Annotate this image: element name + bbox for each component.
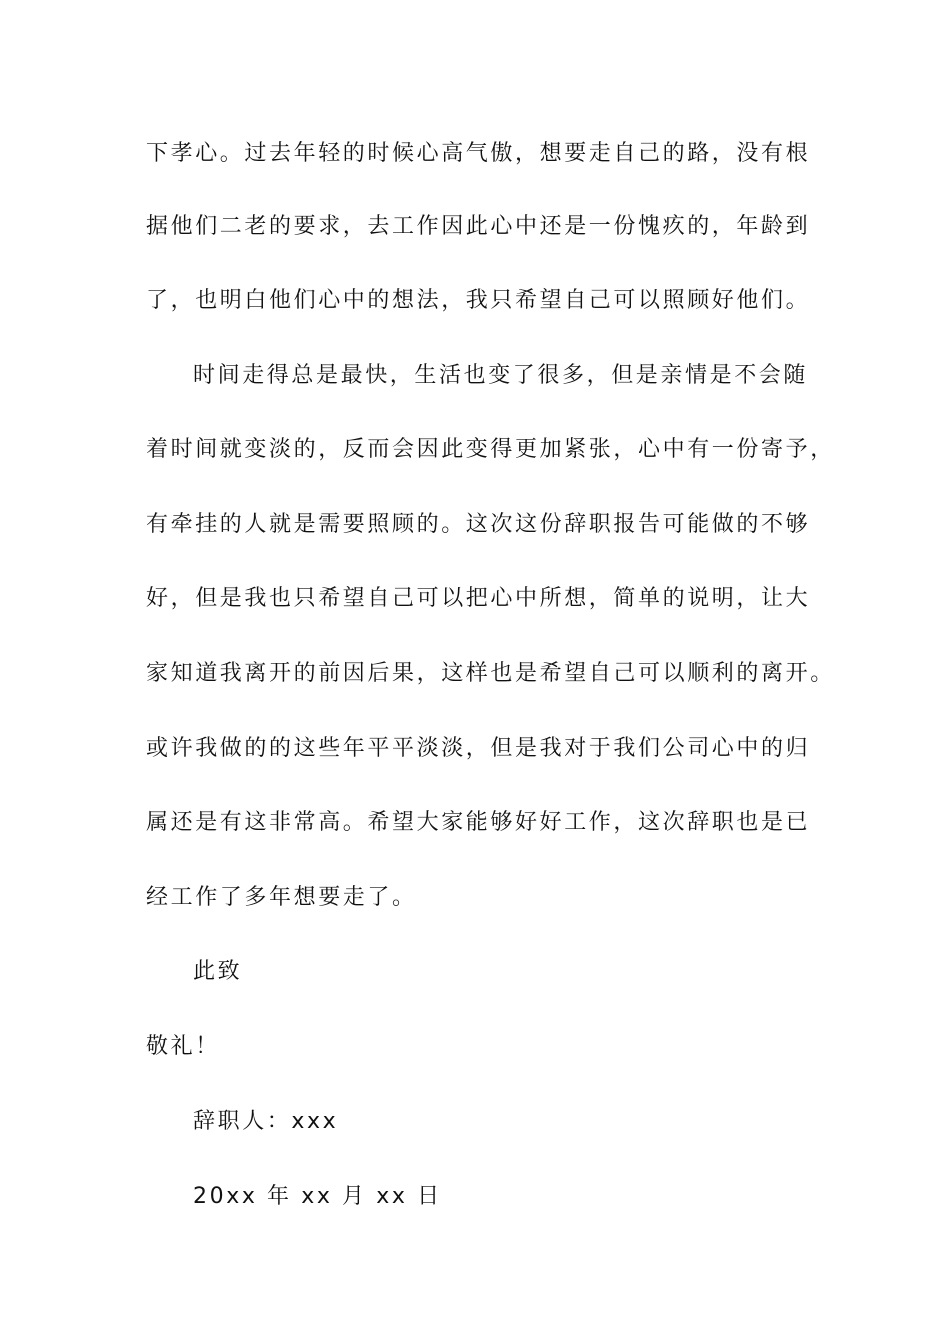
signature-text: 辞职人：xxx: [193, 1109, 339, 1134]
text-line: 下孝心。过去年轻的时候心高气傲，想要走自己的路，没有根: [146, 141, 811, 166]
text-line: 好，但是我也只希望自己可以把心中所想，简单的说明，让大: [146, 586, 811, 611]
text-line: 经工作了多年想要走了。: [146, 885, 417, 910]
text-line: 时间走得总是最快，生活也变了很多，但是亲情是不会随: [193, 363, 809, 388]
text-line: 着时间就变淡的，反而会因此变得更加紧张，心中有一份寄予，: [146, 437, 835, 462]
text-line: 家知道我离开的前因后果，这样也是希望自己可以顺利的离开。: [146, 661, 835, 686]
salutation-text: 敬礼！: [146, 1034, 220, 1059]
date-text: 20xx 年 xx 月 xx 日: [193, 1184, 442, 1209]
text-line: 有牵挂的人就是需要照顾的。这次这份辞职报告可能做的不够: [146, 512, 811, 537]
text-line: 或许我做的的这些年平平淡淡，但是我对于我们公司心中的归: [146, 736, 811, 761]
text-line: 属还是有这非常高。希望大家能够好好工作，这次辞职也是已: [146, 810, 811, 835]
text-line: 了，也明白他们心中的想法，我只希望自己可以照顾好他们。: [146, 288, 811, 313]
closing-text: 此致: [193, 959, 243, 984]
text-line: 据他们二老的要求，去工作因此心中还是一份愧疚的，年龄到: [146, 214, 811, 239]
